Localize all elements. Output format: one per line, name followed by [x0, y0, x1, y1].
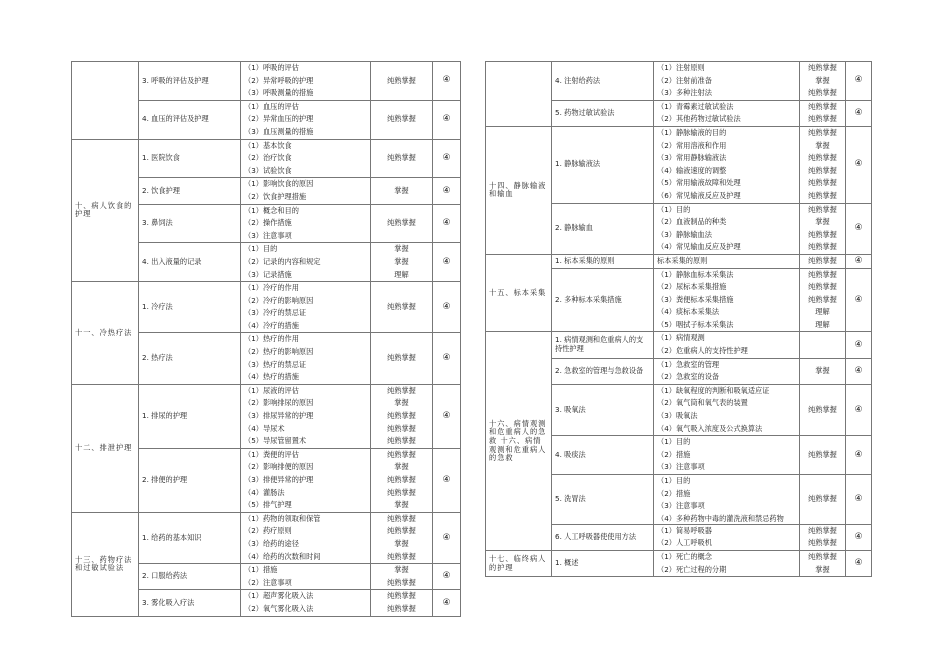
- points-cell: [654, 62, 800, 101]
- point-item: （2）尿标本采集措施: [657, 282, 727, 292]
- point-item: （1）呼吸的评估: [244, 63, 299, 72]
- subunit-cell: 1. 病情观测和危重病人的支持性护理: [552, 332, 654, 358]
- requirement-item: 掌握: [394, 500, 409, 510]
- level-cell: ④: [846, 550, 872, 576]
- requirement-cell: [371, 178, 433, 204]
- points-cell: [654, 475, 800, 525]
- point-item: （1）基本饮食: [244, 140, 292, 150]
- point-item: （2）药疗原则: [244, 526, 292, 536]
- point-item: （2）异常呼吸的护理: [244, 75, 314, 85]
- requirement-cell: [371, 564, 433, 590]
- point-item: （1）超声雾化吸入法: [244, 591, 314, 601]
- point-item: （1）粪便的评估: [244, 449, 299, 459]
- points-cell: [241, 62, 371, 101]
- unit-cell: 十、病人饮食的护理: [72, 139, 139, 282]
- requirement-item: 纯熟掌握: [808, 255, 837, 265]
- requirement-item: 纯熟掌握: [808, 404, 837, 414]
- requirement-item: 纯熟掌握: [387, 411, 416, 421]
- requirement-cell: [371, 139, 433, 178]
- requirement-cell: [800, 268, 846, 332]
- point-item: （3）记录措施: [244, 269, 292, 279]
- requirement-cell: [371, 204, 433, 243]
- point-item: （4）氧气吸入浓度及公式换算法: [657, 423, 763, 433]
- subunit-cell: 2. 急救室的管理与急救设备: [552, 358, 654, 384]
- point-item: （3）冷疗的禁忌证: [244, 308, 307, 318]
- point-item: （4）常见输血反应及护理: [657, 242, 741, 252]
- requirement-item: 纯熟掌握: [387, 551, 416, 561]
- point-item: （1）目的: [657, 476, 691, 485]
- points-cell: [241, 204, 371, 243]
- requirement-item: 纯熟掌握: [387, 449, 416, 459]
- point-item: （5）咽拭子标本采集法: [657, 319, 734, 329]
- requirement-cell: [371, 333, 433, 384]
- requirement-cell: [800, 524, 846, 550]
- requirement-item: 掌握: [394, 538, 409, 548]
- requirement-item: 纯熟掌握: [808, 88, 837, 98]
- level-cell: ④: [846, 203, 872, 254]
- level-cell: ④: [433, 139, 461, 178]
- point-item: （5）导尿管留置术: [244, 436, 307, 446]
- subunit-cell: 4. 吸痰法: [552, 436, 654, 475]
- requirement-cell: [371, 62, 433, 101]
- requirement-item: 纯熟掌握: [387, 603, 416, 613]
- point-item: （3）常用静脉输液法: [657, 153, 727, 163]
- point-item: （4）输液速度的调整: [657, 165, 727, 175]
- unit-cell: 十二、排泄护理: [72, 384, 139, 512]
- requirement-item: 纯熟掌握: [808, 178, 837, 188]
- level-cell: ④: [433, 384, 461, 448]
- point-item: （2）热疗的影响原因: [244, 347, 314, 357]
- point-item: （3）粪便标本采集措施: [657, 294, 734, 304]
- point-item: （4）灌肠法: [244, 487, 285, 497]
- point-item: （1）静脉血标本采集法: [657, 269, 734, 279]
- point-item: （2）措施: [657, 449, 691, 459]
- level-cell: ④: [433, 178, 461, 204]
- point-item: （3）血压测量的措施: [244, 126, 314, 136]
- level-cell: ④: [846, 358, 872, 384]
- point-item: （4）痰标本采集法: [657, 307, 720, 317]
- requirement-item: 掌握: [815, 140, 830, 150]
- requirement-item: 纯熟掌握: [387, 526, 416, 536]
- requirement-item: 纯熟掌握: [808, 153, 837, 163]
- requirement-cell: [800, 475, 846, 525]
- requirement-item: 纯熟掌握: [808, 494, 837, 504]
- syllabus-table-right: [485, 61, 872, 577]
- subunit-cell: 3. 鼻饲法: [139, 204, 241, 243]
- point-item: （1）静脉输液的目的: [657, 127, 727, 137]
- point-item: （3）多种注射法: [657, 88, 712, 98]
- requirement-item: 掌握: [394, 185, 409, 195]
- level-cell: ④: [433, 62, 461, 101]
- table-row: [486, 550, 872, 576]
- unit-cell: 十三、药物疗法和过敏试验法: [72, 512, 139, 616]
- points-cell: [654, 100, 800, 126]
- point-item: （3）试验饮食: [244, 165, 292, 175]
- level-cell: ④: [846, 254, 872, 268]
- points-cell: [241, 590, 371, 616]
- point-item: （2）冷疗的影响原因: [244, 295, 314, 305]
- requirement-item: 纯熟掌握: [808, 63, 837, 72]
- requirement-item: 纯熟掌握: [387, 353, 416, 363]
- points-cell: [241, 243, 371, 282]
- point-item: （1）目的: [657, 204, 691, 214]
- requirement-cell: [800, 332, 846, 358]
- unit-cell: 十七、临终病人的护理: [486, 550, 552, 576]
- level-cell: ④: [433, 204, 461, 243]
- requirement-item: 纯熟掌握: [808, 165, 837, 175]
- requirement-item: 纯熟掌握: [387, 436, 416, 446]
- subunit-cell: 5. 洗胃法: [552, 475, 654, 525]
- point-item: 标本采集的原则: [657, 255, 708, 265]
- point-item: （2）注射前准备: [657, 75, 712, 85]
- point-item: （1）热疗的作用: [244, 334, 299, 344]
- requirement-cell: [371, 243, 433, 282]
- requirement-item: 纯熟掌握: [808, 190, 837, 200]
- requirement-cell: [371, 384, 433, 448]
- subunit-cell: 2. 热疗法: [139, 333, 241, 384]
- point-item: （5）排气护理: [244, 500, 292, 510]
- requirement-item: 掌握: [394, 244, 409, 254]
- requirement-item: 纯熟掌握: [387, 301, 416, 311]
- table-row: [486, 126, 872, 203]
- subunit-cell: 2. 多种标本采集措施: [552, 268, 654, 332]
- points-cell: [654, 254, 800, 268]
- requirement-item: 纯熟掌握: [808, 538, 837, 548]
- requirement-item: 纯熟掌握: [808, 204, 837, 214]
- points-cell: [654, 524, 800, 550]
- subunit-cell: 2. 排便的护理: [139, 448, 241, 512]
- point-item: （4）热疗的措施: [244, 372, 299, 382]
- point-item: （3）注意事项: [657, 462, 705, 472]
- level-cell: ④: [846, 268, 872, 332]
- requirement-item: 掌握: [815, 365, 830, 375]
- point-item: （2）急救室的设备: [657, 372, 720, 382]
- requirement-item: 掌握: [815, 564, 830, 574]
- point-item: （2）氧气雾化吸入法: [244, 603, 314, 613]
- point-item: （1）措施: [244, 565, 278, 575]
- level-cell: ④: [846, 475, 872, 525]
- requirement-cell: [371, 590, 433, 616]
- point-item: （1）药物的领取和保管: [244, 513, 321, 523]
- subunit-cell: 1. 医院饮食: [139, 139, 241, 178]
- point-item: （2）血液制品的种类: [657, 217, 727, 227]
- subunit-cell: 2. 口服给药法: [139, 564, 241, 590]
- point-item: （3）注意事项: [657, 501, 705, 511]
- requirement-cell: [800, 436, 846, 475]
- point-item: （1）死亡的概念: [657, 551, 712, 561]
- requirement-item: 纯熟掌握: [387, 423, 416, 433]
- requirement-item: 纯熟掌握: [808, 551, 837, 561]
- requirement-item: 掌握: [394, 398, 409, 408]
- subunit-cell: 5. 药物过敏试验法: [552, 100, 654, 126]
- points-cell: [654, 358, 800, 384]
- requirement-item: 理解: [815, 307, 830, 317]
- requirement-item: 掌握: [394, 565, 409, 575]
- points-cell: [241, 448, 371, 512]
- requirement-cell: [800, 126, 846, 203]
- points-cell: [654, 203, 800, 254]
- level-cell: ④: [433, 100, 461, 139]
- point-item: （2）注意事项: [244, 577, 292, 587]
- subunit-cell: 4. 注射给药法: [552, 62, 654, 101]
- points-cell: [241, 384, 371, 448]
- point-item: （2）饮食护理措施: [244, 191, 307, 201]
- point-item: （6）常见输液反应及护理: [657, 190, 741, 200]
- level-cell: ④: [433, 590, 461, 616]
- point-item: （2）记录的内容和规定: [244, 256, 321, 266]
- point-item: （4）冷疗的措施: [244, 320, 299, 330]
- requirement-item: 纯熟掌握: [808, 294, 837, 304]
- point-item: （2）影响排尿的原因: [244, 398, 314, 408]
- point-item: （1）青霉素过敏试验法: [657, 101, 734, 111]
- point-item: （3）排尿异常的护理: [244, 411, 314, 421]
- requirement-cell: [800, 358, 846, 384]
- points-cell: [241, 333, 371, 384]
- subunit-cell: 1. 标本采集的原则: [552, 254, 654, 268]
- point-item: （4）多种药物中毒的灌洗液和禁忌药物: [657, 513, 784, 523]
- requirement-item: 纯熟掌握: [387, 75, 416, 85]
- point-item: （2）治疗饮食: [244, 153, 292, 163]
- subunit-cell: 1. 排尿的护理: [139, 384, 241, 448]
- subunit-cell: 1. 冷疗法: [139, 282, 241, 333]
- table-row: [72, 512, 461, 563]
- point-item: （2）氧气筒和氧气表的装置: [657, 398, 748, 408]
- point-item: （3）静脉输血法: [657, 229, 712, 239]
- table-row: [72, 62, 461, 101]
- requirement-item: 纯熟掌握: [387, 218, 416, 228]
- level-cell: ④: [846, 62, 872, 101]
- requirement-item: 纯熟掌握: [387, 153, 416, 163]
- requirement-item: 纯熟掌握: [808, 229, 837, 239]
- table-row: [72, 139, 461, 178]
- point-item: （1）注射原则: [657, 63, 705, 72]
- points-cell: [654, 126, 800, 203]
- point-item: （4）给药的次数和时间: [244, 551, 321, 561]
- requirement-item: 纯熟掌握: [808, 269, 837, 279]
- point-item: （2）影响排便的原因: [244, 462, 314, 472]
- table-row: [486, 332, 872, 358]
- level-cell: ④: [846, 436, 872, 475]
- point-item: （3）注意事项: [244, 230, 292, 240]
- point-item: （2）人工呼吸机: [657, 538, 712, 548]
- requirement-item: 纯熟掌握: [808, 242, 837, 252]
- requirement-item: 纯熟掌握: [387, 577, 416, 587]
- requirement-cell: [371, 448, 433, 512]
- point-item: （1）血压的评估: [244, 101, 299, 111]
- level-cell: ④: [846, 384, 872, 435]
- point-item: （3）排便异常的护理: [244, 475, 314, 484]
- point-item: （1）急救室的管理: [657, 359, 720, 369]
- point-item: （3）给药的途径: [244, 538, 299, 548]
- point-item: （1）缺氧程度的判断和吸氧适应证: [657, 385, 770, 395]
- requirement-item: 掌握: [815, 75, 830, 85]
- syllabus-table-left: [71, 61, 461, 617]
- points-cell: [241, 139, 371, 178]
- requirement-cell: [800, 62, 846, 101]
- requirement-item: 掌握: [394, 256, 409, 266]
- level-cell: ④: [433, 512, 461, 563]
- level-cell: ④: [846, 100, 872, 126]
- points-cell: [654, 332, 800, 358]
- point-item: （1）简易呼吸器: [657, 525, 712, 535]
- requirement-item: 掌握: [815, 217, 830, 227]
- requirement-cell: [371, 282, 433, 333]
- point-item: （3）热疗的禁忌证: [244, 359, 307, 369]
- unit-cell: 十六、病情观测和危重病人的急救 十六、病情观测和危重病人的急救: [486, 332, 552, 551]
- point-item: （2）危重病人的支持性护理: [657, 346, 748, 356]
- requirement-item: 纯熟掌握: [387, 487, 416, 497]
- point-item: （1）目的: [244, 244, 278, 254]
- point-item: （2）异常血压的护理: [244, 114, 314, 124]
- point-item: （2）其他药物过敏试验法: [657, 114, 741, 124]
- point-item: （3）呼吸测量的措施: [244, 88, 314, 98]
- requirement-item: 纯熟掌握: [387, 475, 416, 484]
- requirement-item: 纯熟掌握: [387, 385, 416, 395]
- level-cell: ④: [846, 524, 872, 550]
- requirement-cell: [800, 254, 846, 268]
- unit-cell: [72, 62, 139, 140]
- table-row: [72, 282, 461, 333]
- requirement-item: 掌握: [394, 462, 409, 472]
- subunit-cell: 3. 吸氧法: [552, 384, 654, 435]
- table-row: [486, 254, 872, 268]
- point-item: （5）常用输液故障和处理: [657, 178, 741, 188]
- point-item: （1）概念和目的: [244, 205, 299, 215]
- requirement-cell: [800, 100, 846, 126]
- point-item: （2）死亡过程的分期: [657, 564, 727, 574]
- requirement-item: 纯熟掌握: [808, 525, 837, 535]
- points-cell: [241, 100, 371, 139]
- points-cell: [654, 268, 800, 332]
- subunit-cell: 1. 给药的基本知识: [139, 512, 241, 563]
- points-cell: [241, 178, 371, 204]
- level-cell: ④: [846, 126, 872, 203]
- level-cell: ④: [433, 564, 461, 590]
- requirement-item: 纯熟掌握: [387, 114, 416, 124]
- requirement-item: 纯熟掌握: [808, 282, 837, 292]
- table-row: [72, 384, 461, 448]
- point-item: （4）导尿术: [244, 423, 285, 433]
- subunit-cell: 3. 雾化吸入疗法: [139, 590, 241, 616]
- point-item: （2）措施: [657, 488, 691, 498]
- requirement-item: 纯熟掌握: [387, 591, 416, 601]
- requirement-item: 纯熟掌握: [808, 114, 837, 124]
- points-cell: [241, 282, 371, 333]
- subunit-cell: 4. 出入液量的记录: [139, 243, 241, 282]
- point-item: （1）目的: [657, 437, 691, 447]
- point-item: （2）常用溶液和作用: [657, 140, 727, 150]
- unit-cell: 十一、冷热疗法: [72, 282, 139, 385]
- point-item: （1）病情观测: [657, 333, 705, 343]
- requirement-item: [803, 339, 842, 352]
- level-cell: ④: [433, 243, 461, 282]
- requirement-item: 纯熟掌握: [808, 127, 837, 137]
- point-item: （3）吸氧法: [657, 411, 698, 421]
- subunit-cell: 4. 血压的评估及护理: [139, 100, 241, 139]
- point-item: （2）操作措施: [244, 218, 292, 228]
- subunit-cell: 6. 人工呼吸器使使用方法: [552, 524, 654, 550]
- requirement-item: 纯熟掌握: [387, 513, 416, 523]
- table-row: [486, 62, 872, 101]
- unit-cell: 十四、静脉输液和输血: [486, 126, 552, 254]
- requirement-cell: [800, 203, 846, 254]
- requirement-item: 纯熟掌握: [808, 101, 837, 111]
- points-cell: [241, 512, 371, 563]
- requirement-item: 纯熟掌握: [808, 449, 837, 459]
- points-cell: [654, 436, 800, 475]
- point-item: （1）尿液的评估: [244, 385, 299, 395]
- subunit-cell: 1. 概述: [552, 550, 654, 576]
- subunit-cell: 3. 呼吸的评估及护理: [139, 62, 241, 101]
- subunit-cell: 2. 饮食护理: [139, 178, 241, 204]
- subunit-cell: 2. 静脉输血: [552, 203, 654, 254]
- point-item: （1）影响饮食的原因: [244, 179, 314, 189]
- points-cell: [654, 550, 800, 576]
- level-cell: ④: [433, 282, 461, 333]
- unit-cell: 十五、标本采集: [486, 254, 552, 332]
- points-cell: [241, 564, 371, 590]
- requirement-cell: [371, 512, 433, 563]
- level-cell: ④: [433, 333, 461, 384]
- level-cell: ④: [433, 448, 461, 512]
- level-cell: ④: [846, 332, 872, 358]
- subunit-cell: 1. 静脉输液法: [552, 126, 654, 203]
- requirement-item: 理解: [394, 269, 409, 279]
- requirement-cell: [371, 100, 433, 139]
- requirement-cell: [800, 550, 846, 576]
- requirement-cell: [800, 384, 846, 435]
- unit-cell: [486, 62, 552, 127]
- points-cell: [654, 384, 800, 435]
- requirement-item: 理解: [815, 319, 830, 329]
- point-item: （1）冷疗的作用: [244, 283, 299, 293]
